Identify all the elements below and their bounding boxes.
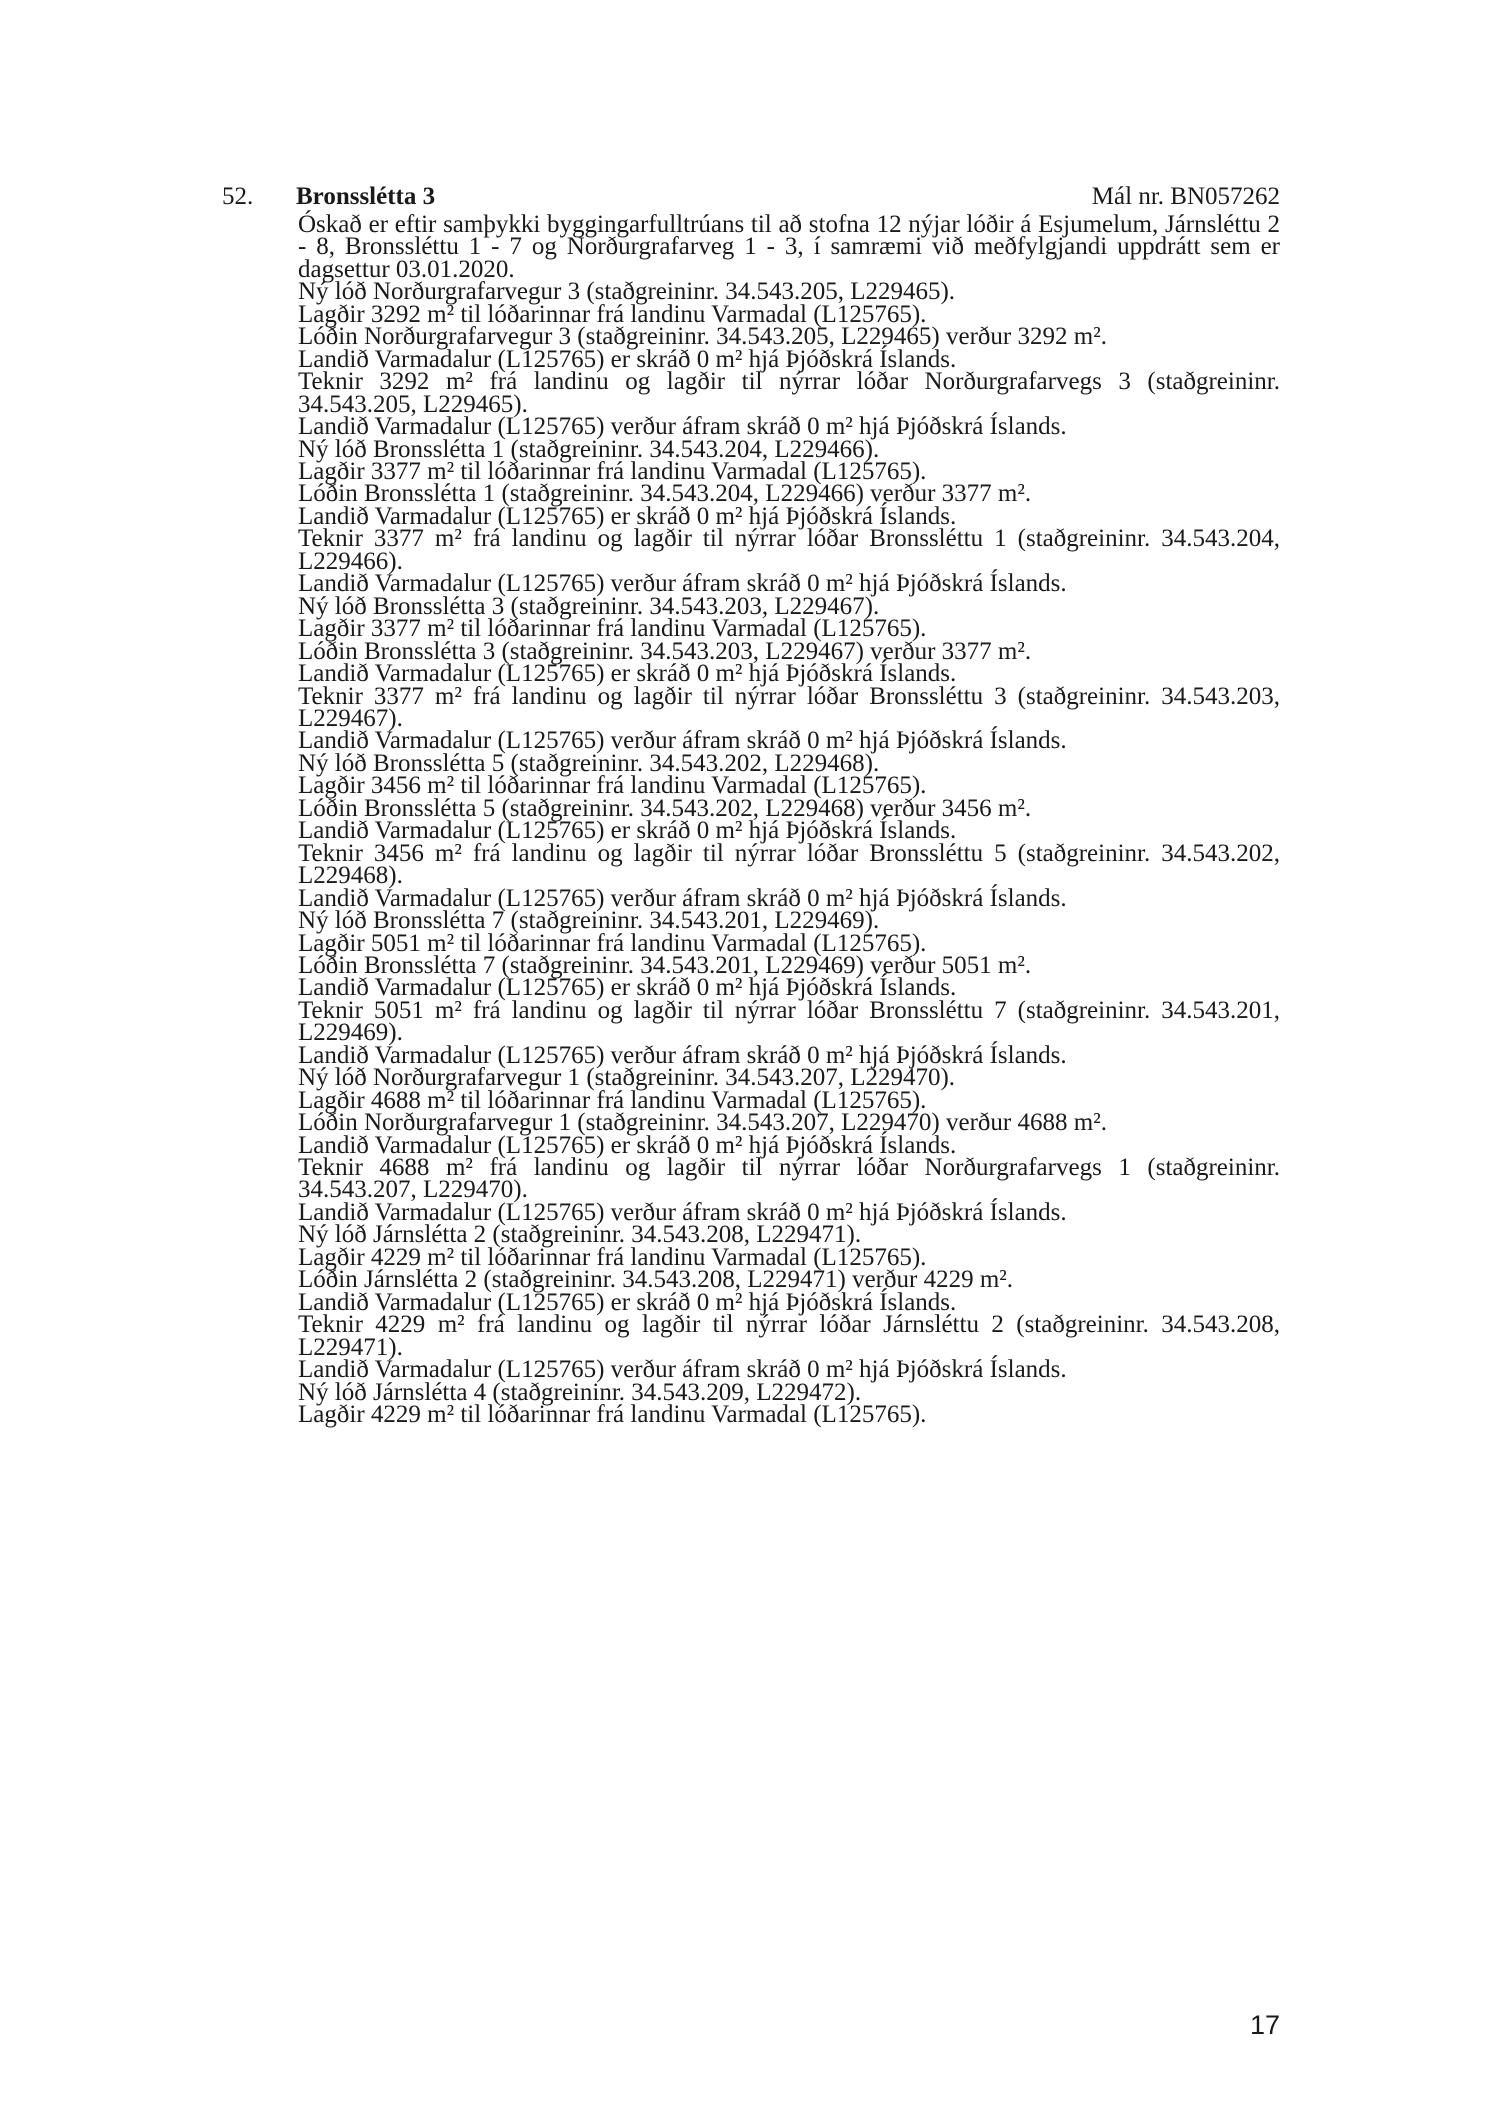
case-title: Bronsslétta 3 xyxy=(296,183,436,210)
body-paragraph: Lagðir 4229 m² til lóðarinnar frá landinu Varmadal (L125765). xyxy=(298,1401,927,1429)
body-paragraph: Lóðin Norðurgrafarvegur 3 (staðgreininr. 34.543.205, L229465) verður 3292 m². xyxy=(298,323,1107,351)
body-paragraph: Landið Varmadalur (L125765) er skráð 0 m² hjá Þjóðskrá Íslands. xyxy=(298,345,957,373)
body-paragraph: Teknir 3292 m² frá landinu og lagðir til nýrrar lóðar Norðurgrafarvegs 3 (staðgreininr. 34.543.205, L229465). xyxy=(298,368,1280,418)
body-paragraph: Ný lóð Bronsslétta 7 (staðgreininr. 34.543.201, L229469). xyxy=(298,907,880,935)
body-paragraph: Teknir 4229 m² frá landinu og lagðir til nýrrar lóðar Járnsléttu 2 (staðgreininr. 34.543.208, L229471). xyxy=(298,1311,1280,1361)
body-paragraph: Teknir 3377 m² frá landinu og lagðir til nýrrar lóðar Bronssléttu 1 (staðgreininr. 34.543.204, L229466). xyxy=(298,525,1280,575)
body-paragraph: Teknir 5051 m² frá landinu og lagðir til nýrrar lóðar Bronssléttu 7 (staðgreininr. 34.543.201, L229469). xyxy=(298,996,1280,1047)
body-paragraph: Ný lóð Bronsslétta 3 (staðgreininr. 34.543.203, L229467). xyxy=(298,592,880,620)
body-paragraph: Lóðin Norðurgrafarvegur 1 (staðgreininr. 34.543.207, L229470) verður 4688 m². xyxy=(298,1109,1107,1137)
body-paragraph: Lagðir 3377 m² til lóðarinnar frá landinu Varmadal (L125765). xyxy=(298,615,927,643)
body-paragraph: Lagðir 4688 m² til lóðarinnar frá landinu Varmadal (L125765). xyxy=(298,1086,927,1114)
case-number: 52. xyxy=(222,183,254,210)
body-paragraph: Landið Varmadalur (L125765) verður áfram skráð 0 m² hjá Þjóðskrá Íslands. xyxy=(298,1041,1067,1069)
body-paragraph: Ný lóð Bronsslétta 5 (staðgreininr. 34.543.202, L229468). xyxy=(298,749,880,777)
body-paragraph: Lagðir 3456 m² til lóðarinnar frá landinu Varmadal (L125765). xyxy=(298,772,927,800)
body-paragraph: Landið Varmadalur (L125765) verður áfram skráð 0 m² hjá Þjóðskrá Íslands. xyxy=(298,727,1067,755)
body-paragraph: Ný lóð Bronsslétta 1 (staðgreininr. 34.543.204, L229466). xyxy=(298,435,880,463)
case-body xyxy=(298,211,1280,1429)
body-paragraph: Lóðin Bronsslétta 5 (staðgreininr. 34.543.202, L229468) verður 3456 m². xyxy=(298,794,1032,822)
body-paragraph: Landið Varmadalur (L125765) er skráð 0 m² hjá Þjóðskrá Íslands. xyxy=(298,1288,957,1316)
body-paragraph: Lóðin Bronsslétta 3 (staðgreininr. 34.543.203, L229467) verður 3377 m². xyxy=(298,637,1032,665)
case-header xyxy=(222,180,1280,214)
body-paragraph: Ný lóð Járnslétta 4 (staðgreininr. 34.543.209, L229472). xyxy=(298,1378,862,1406)
body-paragraph: Ný lóð Norðurgrafarvegur 1 (staðgreininr. 34.543.207, L229470). xyxy=(298,1064,956,1092)
body-paragraph: Lagðir 4229 m² til lóðarinnar frá landinu Varmadal (L125765). xyxy=(298,1243,927,1271)
body-paragraph: Teknir 4688 m² frá landinu og lagðir til nýrrar lóðar Norðurgrafarvegs 1 (staðgreininr. 34.543.207, L229470). xyxy=(298,1154,1280,1204)
body-paragraph: Lagðir 3377 m² til lóðarinnar frá landinu Varmadal (L125765). xyxy=(298,457,927,485)
body-paragraph: Lagðir 5051 m² til lóðarinnar frá landinu Varmadal (L125765). xyxy=(298,929,927,957)
body-paragraph: Landið Varmadalur (L125765) er skráð 0 m² hjá Þjóðskrá Íslands. xyxy=(298,1131,957,1159)
body-paragraph: Landið Varmadalur (L125765) verður áfram skráð 0 m² hjá Þjóðskrá Íslands. xyxy=(298,1356,1067,1384)
body-paragraph: Lóðin Bronsslétta 7 (staðgreininr. 34.543.201, L229469) verður 5051 m². xyxy=(298,951,1032,979)
case-reference: Mál nr. BN057262 xyxy=(1091,183,1280,210)
body-paragraph: Lóðin Járnslétta 2 (staðgreininr. 34.543.208, L229471) verður 4229 m². xyxy=(298,1266,1014,1294)
body-paragraph: Lóðin Bronsslétta 1 (staðgreininr. 34.543.204, L229466) verður 3377 m². xyxy=(298,480,1032,508)
body-paragraph: Landið Varmadalur (L125765) er skráð 0 m² hjá Þjóðskrá Íslands. xyxy=(298,817,957,845)
body-paragraph: Landið Varmadalur (L125765) er skráð 0 m² hjá Þjóðskrá Íslands. xyxy=(298,660,957,688)
body-paragraph: Teknir 3377 m² frá landinu og lagðir til nýrrar lóðar Bronssléttu 3 (staðgreininr. 34.543.203, L229467). xyxy=(298,682,1280,732)
body-paragraph: Teknir 3456 m² frá landinu og lagðir til nýrrar lóðar Bronssléttu 5 (staðgreininr. 34.543.202, L229468). xyxy=(298,839,1280,890)
body-paragraph: Landið Varmadalur (L125765) verður áfram skráð 0 m² hjá Þjóðskrá Íslands. xyxy=(298,884,1067,912)
body-paragraph: Landið Varmadalur (L125765) er skráð 0 m² hjá Þjóðskrá Íslands. xyxy=(298,502,957,530)
body-paragraph: Lagðir 3292 m² til lóðarinnar frá landinu Varmadal (L125765). xyxy=(298,300,927,328)
body-paragraph: Landið Varmadalur (L125765) verður áfram skráð 0 m² hjá Þjóðskrá Íslands. xyxy=(298,570,1067,598)
body-paragraph: Landið Varmadalur (L125765) verður áfram skráð 0 m² hjá Þjóðskrá Íslands. xyxy=(298,1198,1067,1226)
body-paragraph: Landið Varmadalur (L125765) er skráð 0 m² hjá Þjóðskrá Íslands. xyxy=(298,974,957,1002)
body-paragraph: Óskað er eftir samþykki byggingarfulltrúans til að stofna 12 nýjar lóðir á Esjumelum, Járnsléttu 2 - 8, Bronssléttu 1 - 7 og Norðurgrafarveg 1 - 3, í samræmi við meðfylgjandi uppdrátt sem er dagsettur 03.01.2020. xyxy=(298,211,1280,283)
body-paragraph: Ný lóð Norðurgrafarvegur 3 (staðgreininr. 34.543.205, L229465). xyxy=(298,278,956,306)
body-paragraph: Landið Varmadalur (L125765) verður áfram skráð 0 m² hjá Þjóðskrá Íslands. xyxy=(298,413,1067,441)
page-number: 17 xyxy=(1249,2010,1280,2040)
body-paragraph: Ný lóð Járnslétta 2 (staðgreininr. 34.543.208, L229471). xyxy=(298,1221,862,1249)
